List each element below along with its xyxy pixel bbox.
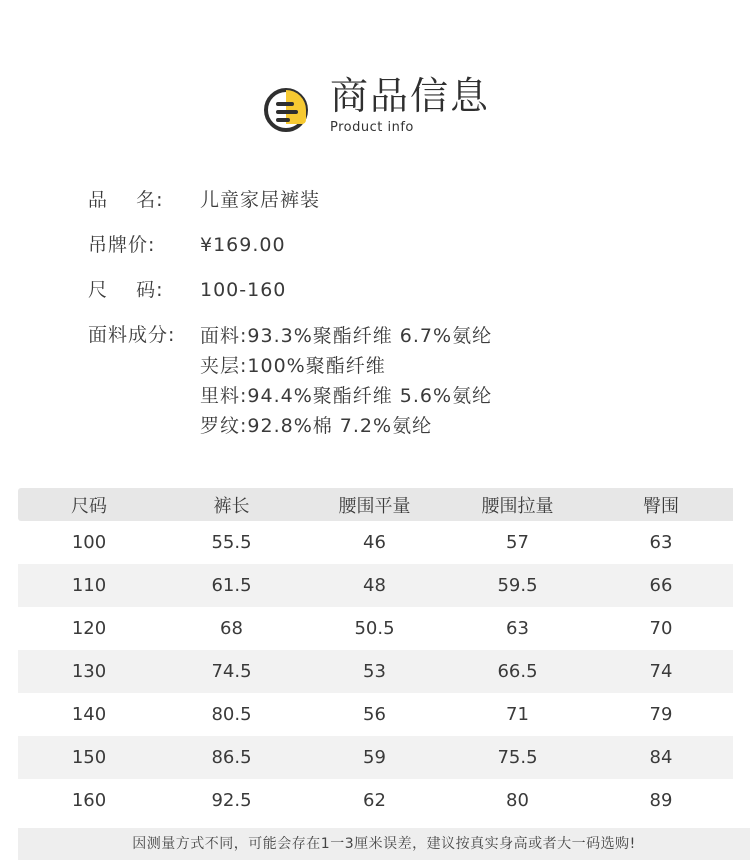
table-cell: 89 (649, 790, 673, 811)
table-cell: 70 (649, 618, 673, 639)
table-cell: 120 (71, 618, 107, 639)
table-row (18, 779, 733, 822)
column-header: 臀围 (643, 495, 679, 517)
info-row-size (88, 276, 492, 304)
table-cell: 50.5 (354, 618, 395, 639)
table-row (18, 607, 733, 650)
table-cell: 68 (220, 618, 243, 639)
material-line: 罗纹:92.8%棉 7.2%氨纶 (200, 415, 433, 437)
table-cell: 79 (649, 704, 673, 725)
info-label: 尺 码: (88, 279, 164, 301)
info-row-material (88, 321, 492, 441)
table-cell: 100 (71, 532, 107, 553)
table-cell: 80.5 (211, 704, 252, 725)
column-header: 腰围平量 (338, 495, 411, 517)
table-cell: 80 (506, 790, 529, 811)
table-row (18, 693, 733, 736)
list-badge-icon (262, 80, 316, 140)
table-cell: 66.5 (497, 661, 538, 682)
table-cell: 71 (506, 704, 529, 725)
info-label: 吊牌价: (88, 234, 156, 256)
size-table (18, 488, 733, 822)
material-line: 夹层:100%聚酯纤维 (200, 355, 386, 377)
table-row (18, 521, 733, 564)
table-cell: 150 (71, 747, 107, 768)
table-row (18, 736, 733, 779)
column-header: 尺码 (71, 495, 107, 517)
table-cell: 63 (649, 532, 673, 553)
table-cell: 56 (363, 704, 386, 725)
table-cell: 59 (363, 747, 386, 768)
table-cell: 61.5 (211, 575, 252, 596)
info-value-list (200, 321, 492, 441)
material-line: 里料:94.4%聚酯纤维 5.6%氨纶 (200, 385, 493, 407)
page-title: 商品信息 (330, 74, 491, 118)
table-cell: 110 (71, 575, 107, 596)
info-value: ¥169.00 (200, 234, 286, 256)
info-row-name (88, 186, 492, 214)
table-cell: 84 (649, 747, 673, 768)
table-cell: 74 (649, 661, 673, 682)
table-cell: 48 (363, 575, 386, 596)
table-cell: 130 (71, 661, 107, 682)
info-row-price (88, 231, 492, 259)
table-row (18, 564, 733, 607)
table-cell: 57 (506, 532, 529, 553)
info-value: 100-160 (200, 279, 287, 301)
table-cell: 160 (71, 790, 107, 811)
material-line: 面料:93.3%聚酯纤维 6.7%氨纶 (200, 325, 493, 347)
table-cell: 46 (363, 532, 386, 553)
info-label: 品 名: (88, 189, 164, 211)
table-cell: 74.5 (211, 661, 252, 682)
section-header (262, 72, 490, 140)
table-cell: 75.5 (497, 747, 538, 768)
table-cell: 59.5 (497, 575, 538, 596)
column-header: 裤长 (213, 495, 250, 517)
table-row (18, 650, 733, 693)
table-cell: 62 (363, 790, 386, 811)
measurement-note: 因测量方式不同，可能会存在1一3厘米误差，建议按真实身高或者大一码选购! (18, 828, 750, 860)
table-cell: 66 (649, 575, 673, 596)
table-cell: 55.5 (211, 532, 252, 553)
table-header-row (18, 488, 733, 521)
table-cell: 140 (71, 704, 107, 725)
table-cell: 92.5 (211, 790, 252, 811)
product-info (88, 186, 492, 458)
table-cell: 53 (363, 661, 386, 682)
info-value: 儿童家居裤装 (200, 189, 321, 211)
column-header: 腰围拉量 (481, 495, 554, 517)
info-label: 面料成分: (88, 324, 176, 346)
table-cell: 63 (506, 618, 529, 639)
page-subtitle: Product info (330, 120, 414, 135)
table-cell: 86.5 (211, 747, 252, 768)
